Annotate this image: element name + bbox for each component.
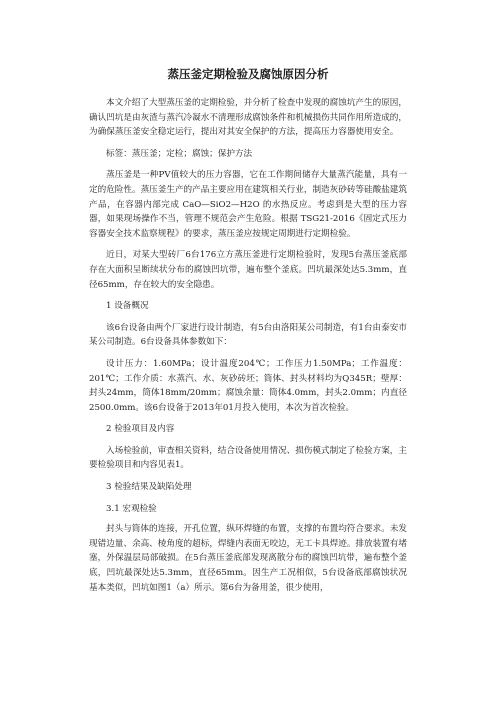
inspection-items-paragraph: 入场检验前，审查相关资料，结合设备使用情况、损伤模式制定了检验方案，主要检验项目和内容见表1。 xyxy=(89,445,407,471)
subsection-heading-3-1: 3.1 宏观检验 xyxy=(106,503,157,514)
section-heading-3: 3 检验结果及缺陷处理 xyxy=(106,482,192,493)
article-title: 蒸压釜定期检验及腐蚀原因分析 xyxy=(167,67,329,81)
recent-inspection-paragraph: 近日，对某大型砖厂6台176立方蒸压釜进行定期检验时，发现5台蒸压釜底部存在大面积呈断续状分布的腐蚀凹坑带，遍布整个釜底。凹坑最深处达5.3mm，直径65mm，存在较大的安全隐患。 xyxy=(89,250,407,290)
parameters-paragraph: 设计压力：1.60MPa；设计温度204℃；工作压力1.50MPa；工作温度：201℃；工作介质：水蒸汽、水、灰砂砖坯；筒体、封头材料均为Q345R；壁厚：封头24mm，筒体18mm/20mm；腐蚀余量：筒体4.0mm，封头2.0mm；内直径2500.0mm。该6台设备于2013年01月投入使用，本次为首次检验。 xyxy=(89,358,407,413)
article-body xyxy=(89,96,407,595)
section-heading-2: 2 检验项目及内容 xyxy=(106,424,175,435)
keywords-line: 标签：蒸压釜；定检；腐蚀；保护方法 xyxy=(106,148,253,159)
equipment-paragraph: 该6台设备由两个厂家进行设计制造，有5台由洛阳某公司制造，有1台由泰安市某公司制造。6台设备具体参数如下： xyxy=(89,322,407,348)
intro-paragraph: 蒸压釜是一种PV值较大的压力容器，它在工作期间储存大量蒸汽能量，具有一定的危险性。蒸压釜生产的产品主要应用在建筑相关行业，制造灰砂砖等硅酸盐建筑产品，在容器内部完成 CaO—SiO2—H2O 的水热反应。考虑到是大型的压力容器，如果现场操作不当，管理不规范会产生危险。根据 TSG21-2016《固定式压力容器安全技术监察规程》的要求，蒸压釜应按规定周期进行定期检验。 xyxy=(89,170,407,239)
section-heading-1: 1 设备概况 xyxy=(106,301,149,312)
macro-inspection-paragraph: 封头与筒体的连接，开孔位置，纵环焊缝的布置，支撑的布置均符合要求。未发现错边量、余高、棱角度的超标，焊缝内表面无咬边，无工卡具焊迹。排放装置有堵塞，外保温层局部破损。在5台蒸压釜底部发现离散分布的腐蚀凹坑带，遍布整个釜底，凹坑最深处达5.3mm，直径65mm。因生产工况相似，5台设备底部腐蚀状况基本类似，凹坑如图1（a）所示。第6台为备用釜，很少使用， xyxy=(89,524,407,593)
abstract-paragraph: 本文介绍了大型蒸压釜的定期检验，并分析了检查中发现的腐蚀坑产生的原因，确认凹坑是由灰渣与蒸汽冷凝水不清理形成腐蚀条件和机械损伤共同作用所造成的，为确保蒸压釜安全稳定运行，提出对其安全保护的方法，提高压力容器使用安全。 xyxy=(89,98,407,138)
